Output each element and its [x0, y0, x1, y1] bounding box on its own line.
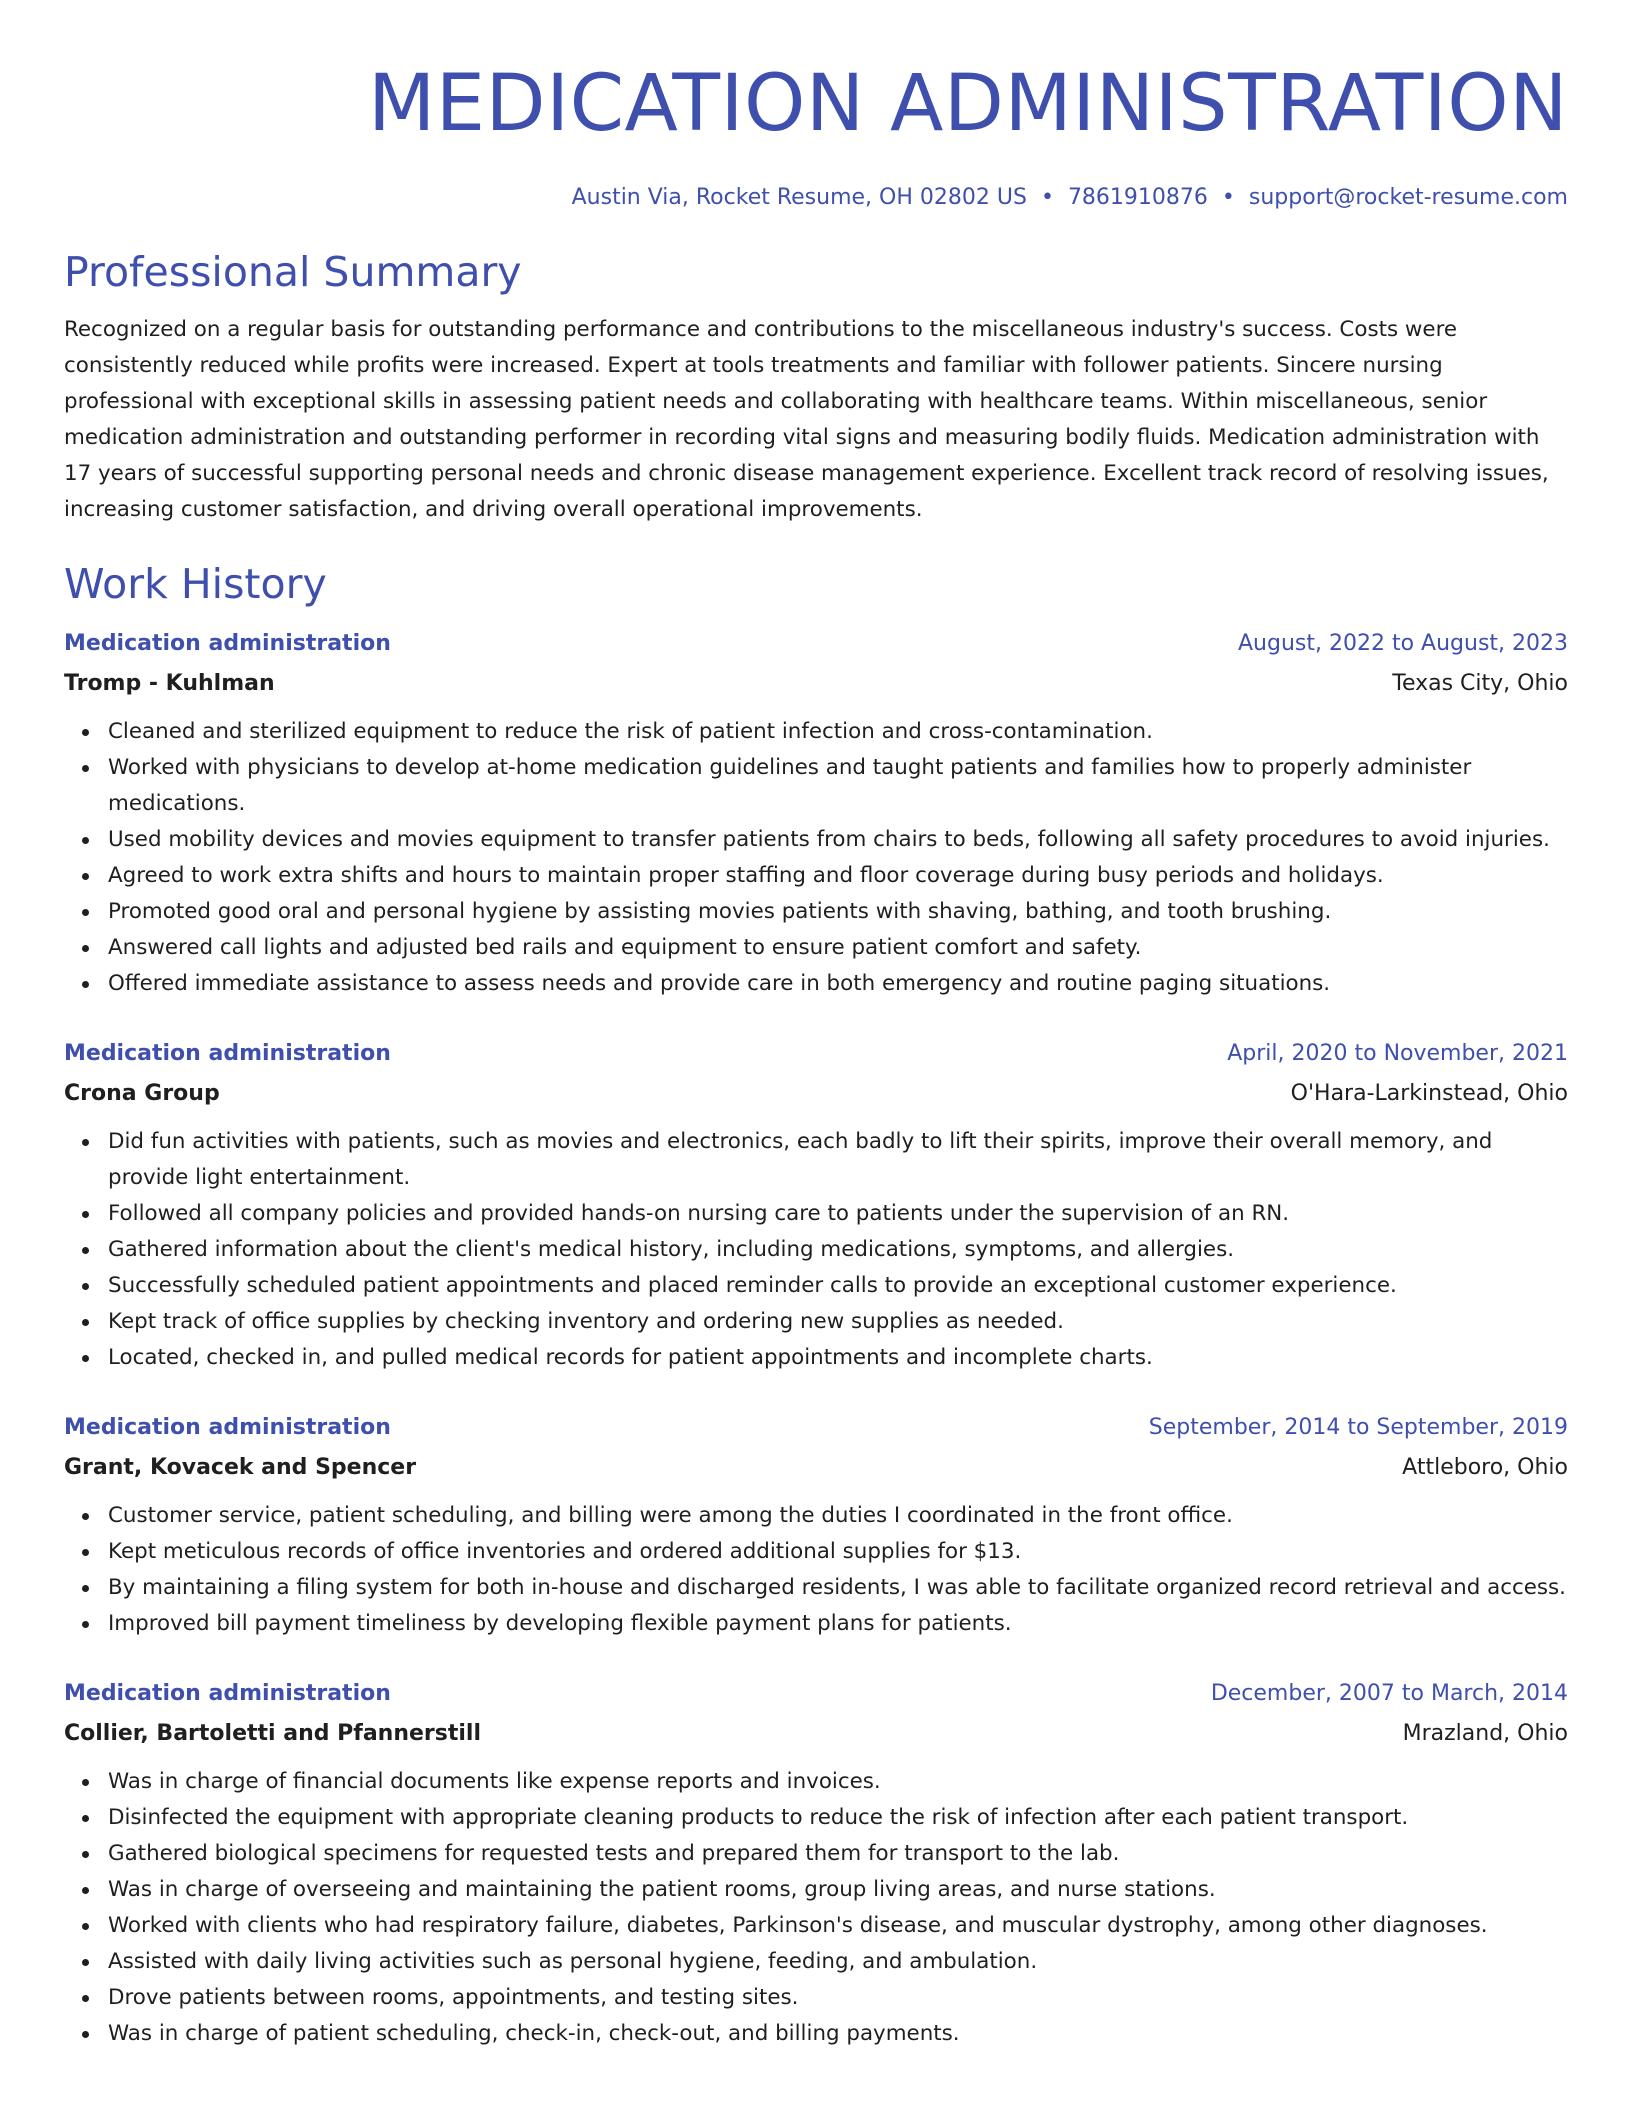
job-dates: August, 2022 to August, 2023 [1238, 631, 1568, 656]
contact-separator: • [1221, 185, 1235, 210]
job-title-row [64, 624, 1568, 664]
job-company: Collier, Bartoletti and Pfannerstill [64, 1721, 482, 1746]
job-company-row [64, 1448, 1568, 1488]
job-title: Medication administration [64, 631, 391, 656]
job-bullet: Cleaned and sterilized equipment to reduce the risk of patient infection and cross-contamination. [108, 714, 1568, 750]
job-bullet: Drove patients between rooms, appointments, and testing sites. [108, 1980, 1568, 2016]
job-company-row [64, 1714, 1568, 1754]
contact-separator: • [1040, 185, 1054, 210]
job-bullet: Answered call lights and adjusted bed rails and equipment to ensure patient comfort and safety. [108, 930, 1568, 966]
job-bullet: Promoted good oral and personal hygiene by assisting movies patients with shaving, bathing, and tooth brushing. [108, 894, 1568, 930]
job-bullet: Improved bill payment timeliness by developing flexible payment plans for patients. [108, 1606, 1568, 1642]
job-company-row [64, 664, 1568, 704]
job-location: Mrazland, Ohio [1402, 1721, 1568, 1746]
job-title: Medication administration [64, 1415, 391, 1440]
job-bullet: Did fun activities with patients, such as movies and electronics, each badly to lift their spirits, improve their overall memory, and provide light entertainment. [108, 1124, 1568, 1196]
job-bullets [64, 1764, 1568, 2052]
job-bullets [64, 1498, 1568, 1642]
job-entry [64, 624, 1568, 1002]
job-bullet: Kept meticulous records of office inventories and ordered additional supplies for $13. [108, 1534, 1568, 1570]
job-title-row [64, 1034, 1568, 1074]
job-dates: September, 2014 to September, 2019 [1148, 1415, 1568, 1440]
job-bullet: Disinfected the equipment with appropriate cleaning products to reduce the risk of infection after each patient transport. [108, 1800, 1568, 1836]
job-company: Tromp - Kuhlman [64, 671, 275, 696]
job-bullet: Was in charge of overseeing and maintaining the patient rooms, group living areas, and nurse stations. [108, 1872, 1568, 1908]
job-bullet: Followed all company policies and provided hands-on nursing care to patients under the supervision of an RN. [108, 1196, 1568, 1232]
job-entry [64, 1408, 1568, 1642]
job-entry [64, 1034, 1568, 1376]
job-bullet: Located, checked in, and pulled medical records for patient appointments and incomplete charts. [108, 1340, 1568, 1376]
job-bullet: Worked with clients who had respiratory failure, diabetes, Parkinson's disease, and muscular dystrophy, among other diagnoses. [108, 1908, 1568, 1944]
contact-line [64, 182, 1568, 214]
job-bullet: Successfully scheduled patient appointments and placed reminder calls to provide an exceptional customer experience. [108, 1268, 1568, 1304]
job-bullet: Assisted with daily living activities such as personal hygiene, feeding, and ambulation. [108, 1944, 1568, 1980]
job-location: O'Hara-Larkinstead, Ohio [1290, 1081, 1568, 1106]
job-bullet: Gathered information about the client's medical history, including medications, symptoms, and allergies. [108, 1232, 1568, 1268]
professional-summary-section [64, 246, 1568, 528]
job-bullets [64, 714, 1568, 1002]
resume-name: MEDICATION ADMINISTRATION [367, 59, 1568, 149]
job-title: Medication administration [64, 1681, 391, 1706]
job-bullet: Gathered biological specimens for requested tests and prepared them for transport to the lab. [108, 1836, 1568, 1872]
job-bullet: Used mobility devices and movies equipment to transfer patients from chairs to beds, following all safety procedures to avoid injuries. [108, 822, 1568, 858]
section-title-summary: Professional Summary [64, 248, 522, 296]
job-location: Attleboro, Ohio [1402, 1455, 1568, 1480]
job-bullet: Worked with physicians to develop at-home medication guidelines and taught patients and families how to properly administer medications. [108, 750, 1568, 822]
job-title-row [64, 1674, 1568, 1714]
job-title-row [64, 1408, 1568, 1448]
job-entry [64, 1674, 1568, 2052]
resume-header [64, 56, 1568, 214]
job-company-row [64, 1074, 1568, 1114]
job-company: Crona Group [64, 1081, 220, 1106]
job-dates: December, 2007 to March, 2014 [1210, 1681, 1568, 1706]
job-bullet: Agreed to work extra shifts and hours to maintain proper staffing and floor coverage during busy periods and holidays. [108, 858, 1568, 894]
contact-email[interactable]: support@rocket-resume.com [1248, 185, 1568, 210]
job-bullet: Kept track of office supplies by checking inventory and ordering new supplies as needed. [108, 1304, 1568, 1340]
job-bullet: Offered immediate assistance to assess needs and provide care in both emergency and routine paging situations. [108, 966, 1568, 1002]
job-bullets [64, 1124, 1568, 1376]
job-bullet: Was in charge of patient scheduling, check-in, check-out, and billing payments. [108, 2016, 1568, 2052]
summary-text: Recognized on a regular basis for outstanding performance and contributions to the miscellaneous industry's success. Costs were consistently reduced while profits were increased. Expert at tools treatments and familiar with follower patients. Sincere nursing professional with exceptional skills in assessing patient needs and collaborating with healthcare teams. Within miscellaneous, senior medication administration and outstanding performer in recording vital signs and measuring bodily fluids. Medication administration with 17 years of successful supporting personal needs and chronic disease management experience. Excellent track record of resolving issues, increasing customer satisfaction, and driving overall operational improvements. [64, 317, 1549, 522]
job-dates: April, 2020 to November, 2021 [1227, 1041, 1568, 1066]
contact-phone: 7861910876 [1067, 185, 1208, 210]
job-bullet: By maintaining a filing system for both in-house and discharged residents, I was able to facilitate organized record retrieval and access. [108, 1570, 1568, 1606]
job-company: Grant, Kovacek and Spencer [64, 1455, 417, 1480]
job-title: Medication administration [64, 1041, 391, 1066]
job-bullet: Was in charge of financial documents like expense reports and invoices. [108, 1764, 1568, 1800]
job-bullet: Customer service, patient scheduling, and billing were among the duties I coordinated in the front office. [108, 1498, 1568, 1534]
contact-address: Austin Via, Rocket Resume, OH 02802 US [571, 185, 1027, 210]
job-location: Texas City, Ohio [1392, 671, 1568, 696]
work-history-section [64, 558, 1568, 2052]
section-title-work-history: Work History [64, 560, 327, 608]
